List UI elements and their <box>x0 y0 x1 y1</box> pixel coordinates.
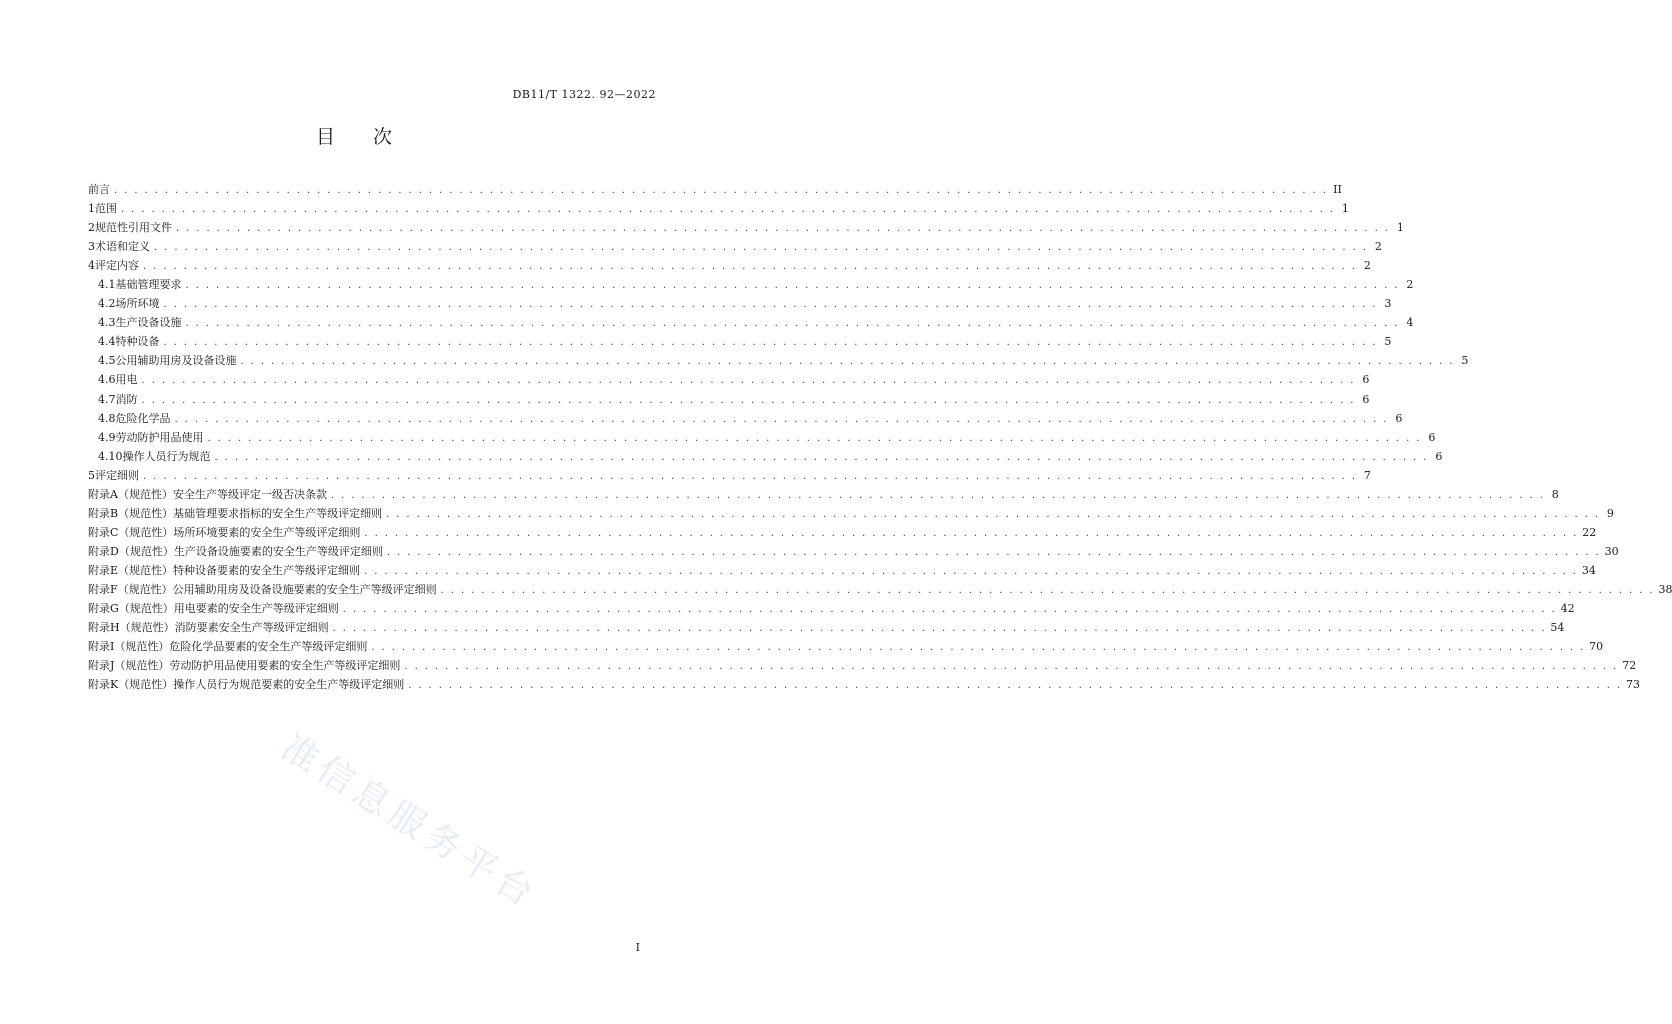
appendix-page: 22 <box>1582 525 1597 539</box>
toc-entry[interactable] <box>88 294 1392 313</box>
toc-leader-dots: . . . . . . . . . . . . . . . . . . . . . . . . . . . . . . . . . . . . . . . . . . . . . . . . . . . . . . . . . . . . . . . . . . . . . . . . . . . . . . . . . . . . . . . . . . . . . . . . . . . . . . . . . . . . . . . . . . . . . . . . <box>386 546 1601 558</box>
toc-entry-page: II <box>1333 183 1342 196</box>
toc-leader-dots: . . . . . . . . . . . . . . . . . . . . . . . . . . . . . . . . . . . . . . . . . . . . . . . . . . . . . . . . . . . . . . . . . . . . . . . . . . . . . . . . . . . . . . . . . . . . . . . . . . . . . . . . . . . . . . . . . . . . . . . . <box>214 451 1429 463</box>
document-id: DB11/T 1322. 92—2022 <box>512 88 656 101</box>
toc-leader-dots: . . . . . . . . . . . . . . . . . . . . . . . . . . . . . . . . . . . . . . . . . . . . . . . . . . . . . . . . . . . . . . . . . . . . . . . . . . . . . . . . . . . . . . . . . . . . . . . . . . . . . . . . . . . . . . . . . . . . . . . . <box>143 261 1357 273</box>
toc-appendix-entry[interactable] <box>88 599 1575 618</box>
toc-entry-label: 范围 <box>95 202 117 216</box>
appendix-title: 公用辅助用房及设备设施要素的安全生产等级评定细则 <box>172 582 437 596</box>
toc-leader-dots: . . . . . . . . . . . . . . . . . . . . . . . . . . . . . . . . . . . . . . . . . . . . . . . . . . . . . . . . . . . . . . . . . . . . . . . . . . . . . . . . . . . . . . . . . . . . . . . . . . . . . . . . . . . . . . . . . . . . . . . . <box>386 508 1600 520</box>
page-title: 目 次 <box>315 126 409 148</box>
toc-leader-dots: . . . . . . . . . . . . . . . . . . . . . . . . . . . . . . . . . . . . . . . . . . . . . . . . . . . . . . . . . . . . . . . . . . . . . . . . . . . . . . . . . . . . . . . . . . . . . . . . . . . . . . . . . . . . . . . . . . . . . . . . <box>240 356 1455 368</box>
appendix-label: 附录G（规范性） <box>88 602 174 616</box>
toc-appendix-entry[interactable] <box>88 523 1597 542</box>
appendix-label: 附录J（规范性） <box>88 659 170 673</box>
toc-leader-dots: . . . . . . . . . . . . . . . . . . . . . . . . . . . . . . . . . . . . . . . . . . . . . . . . . . . . . . . . . . . . . . . . . . . . . . . . . . . . . . . . . . . . . . . . . . . . . . . . . . . . . . . . . . . . . . . . . . . . . . . . <box>163 299 1378 311</box>
appendix-label: 附录B（规范性） <box>88 506 174 520</box>
toc-entry-label: 劳动防护用品使用 <box>115 430 204 444</box>
toc-entry-number: 4.3 <box>98 316 116 330</box>
toc-entry-number: 3 <box>88 240 95 254</box>
toc-leader-dots: . . . . . . . . . . . . . . . . . . . . . . . . . . . . . . . . . . . . . . . . . . . . . . . . . . . . . . . . . . . . . . . . . . . . . . . . . . . . . . . . . . . . . . . . . . . . . . . . . . . . . . . . . . . . . . . . . . . . . . . . <box>163 337 1378 349</box>
toc-entry[interactable] <box>88 390 1370 409</box>
toc-leader-dots: . . . . . . . . . . . . . . . . . . . . . . . . . . . . . . . . . . . . . . . . . . . . . . . . . . . . . . . . . . . . . . . . . . . . . . . . . . . . . . . . . . . . . . . . . . . . . . . . . . . . . . . . . . . . . . . . . . . . . . . . <box>364 565 1578 577</box>
toc-entry-page: 5 <box>1461 354 1469 368</box>
toc-appendix-entry[interactable] <box>88 656 1637 675</box>
toc-entry-page: 5 <box>1384 335 1392 349</box>
toc-leader-dots: . . . . . . . . . . . . . . . . . . . . . . . . . . . . . . . . . . . . . . . . . . . . . . . . . . . . . . . . . . . . . . . . . . . . . . . . . . . . . . . . . . . . . . . . . . . . . . . . . . . . . . . . . . . . . . . . . . . . . . . . <box>332 623 1547 635</box>
watermark: 准信息服务平台 <box>274 726 546 918</box>
toc-appendix-entry[interactable] <box>88 542 1619 561</box>
toc-leader-dots: . . . . . . . . . . . . . . . . . . . . . . . . . . . . . . . . . . . . . . . . . . . . . . . . . . . . . . . . . . . . . . . . . . . . . . . . . . . . . . . . . . . . . . . . . . . . . . . . . . . . . . . . . . . . . . . . . . . . . . . . <box>174 413 1389 425</box>
toc-entry-label: 评定内容 <box>95 259 139 273</box>
toc-entry[interactable] <box>88 466 1371 485</box>
toc-entry-page: 6 <box>1362 392 1370 406</box>
toc-entry-page: 7 <box>1363 468 1371 482</box>
appendix-label: 附录K（规范性） <box>88 678 174 692</box>
toc-entry-label: 术语和定义 <box>95 240 150 254</box>
toc-leader-dots: . . . . . . . . . . . . . . . . . . . . . . . . . . . . . . . . . . . . . . . . . . . . . . . . . . . . . . . . . . . . . . . . . . . . . . . . . . . . . . . . . . . . . . . . . . . . . . . . . . . . . . . . . . . . . . . . . . . . . . . . <box>207 432 1422 444</box>
appendix-page: 73 <box>1626 678 1641 692</box>
appendix-title: 场所环境要素的安全生产等级评定细则 <box>173 525 361 539</box>
toc-entry-label: 消防 <box>115 392 138 406</box>
toc-entry-number: 4.10 <box>98 449 123 463</box>
toc-entry-number: 5 <box>88 468 95 482</box>
toc-entry-label: 基础管理要求 <box>115 278 182 292</box>
appendix-title: 生产设备设施要素的安全生产等级评定细则 <box>173 544 383 558</box>
toc-entry-page: 4 <box>1406 316 1414 330</box>
appendix-page: 42 <box>1560 602 1575 616</box>
toc-entry-number: 4 <box>88 259 95 273</box>
toc-leader-dots: . . . . . . . . . . . . . . . . . . . . . . . . . . . . . . . . . . . . . . . . . . . . . . . . . . . . . . . . . . . . . . . . . . . . . . . . . . . . . . . . . . . . . . . . . . . . . . . . . . . . . . . . . . . . . . . . . . . . . . . . <box>404 661 1619 673</box>
toc-entry-label: 生产设备设施 <box>115 316 182 330</box>
toc-entry-number: 2 <box>88 221 95 235</box>
toc-appendix-entry[interactable] <box>88 618 1565 637</box>
toc-entry[interactable] <box>88 237 1382 256</box>
toc-entry-label: 规范性引用文件 <box>95 221 172 235</box>
toc-leader-dots: . . . . . . . . . . . . . . . . . . . . . . . . . . . . . . . . . . . . . . . . . . . . . . . . . . . . . . . . . . . . . . . . . . . . . . . . . . . . . . . . . . . . . . . . . . . . . . . . . . . . . . . . . . . . . . . . . . . . . . . . <box>330 489 1545 501</box>
appendix-label: 附录E（规范性） <box>88 563 174 577</box>
appendix-page: 30 <box>1604 544 1619 558</box>
toc-leader-dots: . . . . . . . . . . . . . . . . . . . . . . . . . . . . . . . . . . . . . . . . . . . . . . . . . . . . . . . . . . . . . . . . . . . . . . . . . . . . . . . . . . . . . . . . . . . . . . . . . . . . . . . . . . . . . . . . . . . . . . . . <box>114 185 1328 196</box>
toc-entry-label: 前言 <box>88 183 110 196</box>
toc-entry[interactable] <box>88 256 1371 275</box>
toc-entry-label: 危险化学品 <box>115 411 171 425</box>
toc-entry[interactable] <box>88 447 1443 466</box>
toc-entry-number: 4.9 <box>98 430 116 444</box>
toc-leader-dots: . . . . . . . . . . . . . . . . . . . . . . . . . . . . . . . . . . . . . . . . . . . . . . . . . . . . . . . . . . . . . . . . . . . . . . . . . . . . . . . . . . . . . . . . . . . . . . . . . . . . . . . . . . . . . . . . . . . . . . . . <box>342 604 1557 616</box>
toc-leader-dots: . . . . . . . . . . . . . . . . . . . . . . . . . . . . . . . . . . . . . . . . . . . . . . . . . . . . . . . . . . . . . . . . . . . . . . . . . . . . . . . . . . . . . . . . . . . . . . . . . . . . . . . . . . . . . . . . . . . . . . . . <box>185 280 1400 292</box>
toc-entry-label: 特种设备 <box>115 335 160 349</box>
appendix-label: 附录H（规范性） <box>88 621 175 635</box>
toc-entry-number: 4.6 <box>98 373 116 387</box>
toc-appendix-entry[interactable] <box>88 637 1604 656</box>
toc-entry[interactable] <box>88 218 1404 237</box>
appendix-title: 危险化学品要素的安全生产等级评定细则 <box>169 640 368 654</box>
toc-entry-page: 6 <box>1435 449 1443 463</box>
toc-entry-page: 1 <box>1396 221 1404 235</box>
toc-leader-dots: . . . . . . . . . . . . . . . . . . . . . . . . . . . . . . . . . . . . . . . . . . . . . . . . . . . . . . . . . . . . . . . . . . . . . . . . . . . . . . . . . . . . . . . . . . . . . . . . . . . . . . . . . . . . . . . . . . . . . . . . <box>371 642 1586 654</box>
appendix-title: 基础管理要求指标的安全生产等级评定细则 <box>173 506 383 520</box>
toc-appendix-entry[interactable] <box>88 580 1672 599</box>
toc-entry[interactable] <box>88 180 1342 199</box>
toc-entry-page: 6 <box>1362 373 1370 387</box>
appendix-page: 9 <box>1606 506 1614 520</box>
appendix-label: 附录F（规范性） <box>88 582 173 596</box>
toc-entry-label: 用电 <box>115 373 138 387</box>
toc-leader-dots: . . . . . . . . . . . . . . . . . . . . . . . . . . . . . . . . . . . . . . . . . . . . . . . . . . . . . . . . . . . . . . . . . . . . . . . . . . . . . . . . . . . . . . . . . . . . . . . . . . . . . . . . . . . . . . . . . . . . . . . . <box>141 394 1356 406</box>
toc-leader-dots: . . . . . . . . . . . . . . . . . . . . . . . . . . . . . . . . . . . . . . . . . . . . . . . . . . . . . . . . . . . . . . . . . . . . . . . . . . . . . . . . . . . . . . . . . . . . . . . . . . . . . . . . . . . . . . . . . . . . . . . . <box>141 375 1356 387</box>
appendix-page: 72 <box>1622 659 1637 673</box>
toc-entry-number: 4.1 <box>98 278 116 292</box>
toc-appendix-entry[interactable] <box>88 485 1559 504</box>
appendix-label: 附录A（规范性） <box>88 487 173 501</box>
toc-entry[interactable] <box>88 409 1403 428</box>
page-number: I <box>635 941 640 954</box>
toc-entry-page: 2 <box>1406 278 1414 292</box>
appendix-title: 特种设备要素的安全生产等级评定细则 <box>173 563 361 577</box>
toc-leader-dots: . . . . . . . . . . . . . . . . . . . . . . . . . . . . . . . . . . . . . . . . . . . . . . . . . . . . . . . . . . . . . . . . . . . . . . . . . . . . . . . . . . . . . . . . . . . . . . . . . . . . . . . . . . . . . . . . . . . . . . . . <box>121 204 1335 216</box>
toc-entry-number: 4.2 <box>98 297 116 311</box>
appendix-page: 38 <box>1658 582 1672 596</box>
toc-entry-label: 公用辅助用房及设备设施 <box>115 354 237 368</box>
toc-entry[interactable] <box>88 199 1349 218</box>
toc-entry-number: 4.8 <box>98 411 116 425</box>
toc-entry-label: 操作人员行为规范 <box>122 449 211 463</box>
appendix-title: 劳动防护用品使用要素的安全生产等级评定细则 <box>169 659 401 673</box>
toc-leader-dots: . . . . . . . . . . . . . . . . . . . . . . . . . . . . . . . . . . . . . . . . . . . . . . . . . . . . . . . . . . . . . . . . . . . . . . . . . . . . . . . . . . . . . . . . . . . . . . . . . . . . . . . . . . . . . . . . . . . . . . . . <box>364 527 1579 539</box>
toc-entry[interactable] <box>88 332 1392 351</box>
toc-entry[interactable] <box>88 428 1436 447</box>
toc-entry-label: 评定细则 <box>95 468 139 482</box>
appendix-page: 54 <box>1550 621 1565 635</box>
toc-entry-number: 4.7 <box>98 392 116 406</box>
appendix-title: 消防要素安全生产等级评定细则 <box>174 621 329 635</box>
toc-leader-dots: . . . . . . . . . . . . . . . . . . . . . . . . . . . . . . . . . . . . . . . . . . . . . . . . . . . . . . . . . . . . . . . . . . . . . . . . . . . . . . . . . . . . . . . . . . . . . . . . . . . . . . . . . . . . . . . . . . . . . . . . <box>185 318 1400 330</box>
toc-entry-number: 4.5 <box>98 354 116 368</box>
toc-appendix-entry[interactable] <box>88 504 1614 523</box>
appendix-title: 安全生产等级评定一级否决条款 <box>172 487 327 501</box>
toc-entry[interactable] <box>88 313 1414 332</box>
toc-entry-page: 1 <box>1341 202 1349 216</box>
appendix-page: 8 <box>1551 487 1559 501</box>
toc-leader-dots: . . . . . . . . . . . . . . . . . . . . . . . . . . . . . . . . . . . . . . . . . . . . . . . . . . . . . . . . . . . . . . . . . . . . . . . . . . . . . . . . . . . . . . . . . . . . . . . . . . . . . . . . . . . . . . . . . . . . . . . . <box>440 584 1655 596</box>
appendix-label: 附录C（规范性） <box>88 525 174 539</box>
appendix-page: 34 <box>1581 563 1596 577</box>
toc-entry-page: 6 <box>1395 411 1403 425</box>
toc-entry[interactable] <box>88 275 1414 294</box>
appendix-label: 附录D（规范性） <box>88 544 174 558</box>
toc-leader-dots: . . . . . . . . . . . . . . . . . . . . . . . . . . . . . . . . . . . . . . . . . . . . . . . . . . . . . . . . . . . . . . . . . . . . . . . . . . . . . . . . . . . . . . . . . . . . . . . . . . . . . . . . . . . . . . . . . . . . . . . . <box>176 223 1390 235</box>
toc-appendix-entry[interactable] <box>88 561 1596 580</box>
toc-leader-dots: . . . . . . . . . . . . . . . . . . . . . . . . . . . . . . . . . . . . . . . . . . . . . . . . . . . . . . . . . . . . . . . . . . . . . . . . . . . . . . . . . . . . . . . . . . . . . . . . . . . . . . . . . . . . . . . . . . . . . . . . <box>143 470 1357 482</box>
appendix-title: 操作人员行为规范要素的安全生产等级评定细则 <box>173 678 405 692</box>
toc-entry-number: 4.4 <box>98 335 116 349</box>
toc-leader-dots: . . . . . . . . . . . . . . . . . . . . . . . . . . . . . . . . . . . . . . . . . . . . . . . . . . . . . . . . . . . . . . . . . . . . . . . . . . . . . . . . . . . . . . . . . . . . . . . . . . . . . . . . . . . . . . . . . . . . . . . . <box>408 680 1623 692</box>
toc-entry-number: 1 <box>88 202 95 216</box>
appendix-title: 用电要素的安全生产等级评定细则 <box>173 602 339 616</box>
table-of-contents <box>88 180 1672 694</box>
toc-entry-label: 场所环境 <box>115 297 160 311</box>
appendix-page: 70 <box>1589 640 1604 654</box>
toc-entry-page: 6 <box>1428 430 1436 444</box>
toc-entry[interactable] <box>88 351 1469 370</box>
appendix-label: 附录I（规范性） <box>88 640 170 654</box>
toc-entry[interactable] <box>88 370 1370 389</box>
toc-entry-page: 3 <box>1384 297 1392 311</box>
toc-entry-page: 2 <box>1374 240 1382 254</box>
toc-leader-dots: . . . . . . . . . . . . . . . . . . . . . . . . . . . . . . . . . . . . . . . . . . . . . . . . . . . . . . . . . . . . . . . . . . . . . . . . . . . . . . . . . . . . . . . . . . . . . . . . . . . . . . . . . . . . . . . . . . . . . . . . <box>154 242 1368 254</box>
toc-entry-page: 2 <box>1363 259 1371 273</box>
toc-appendix-entry[interactable] <box>88 675 1641 694</box>
